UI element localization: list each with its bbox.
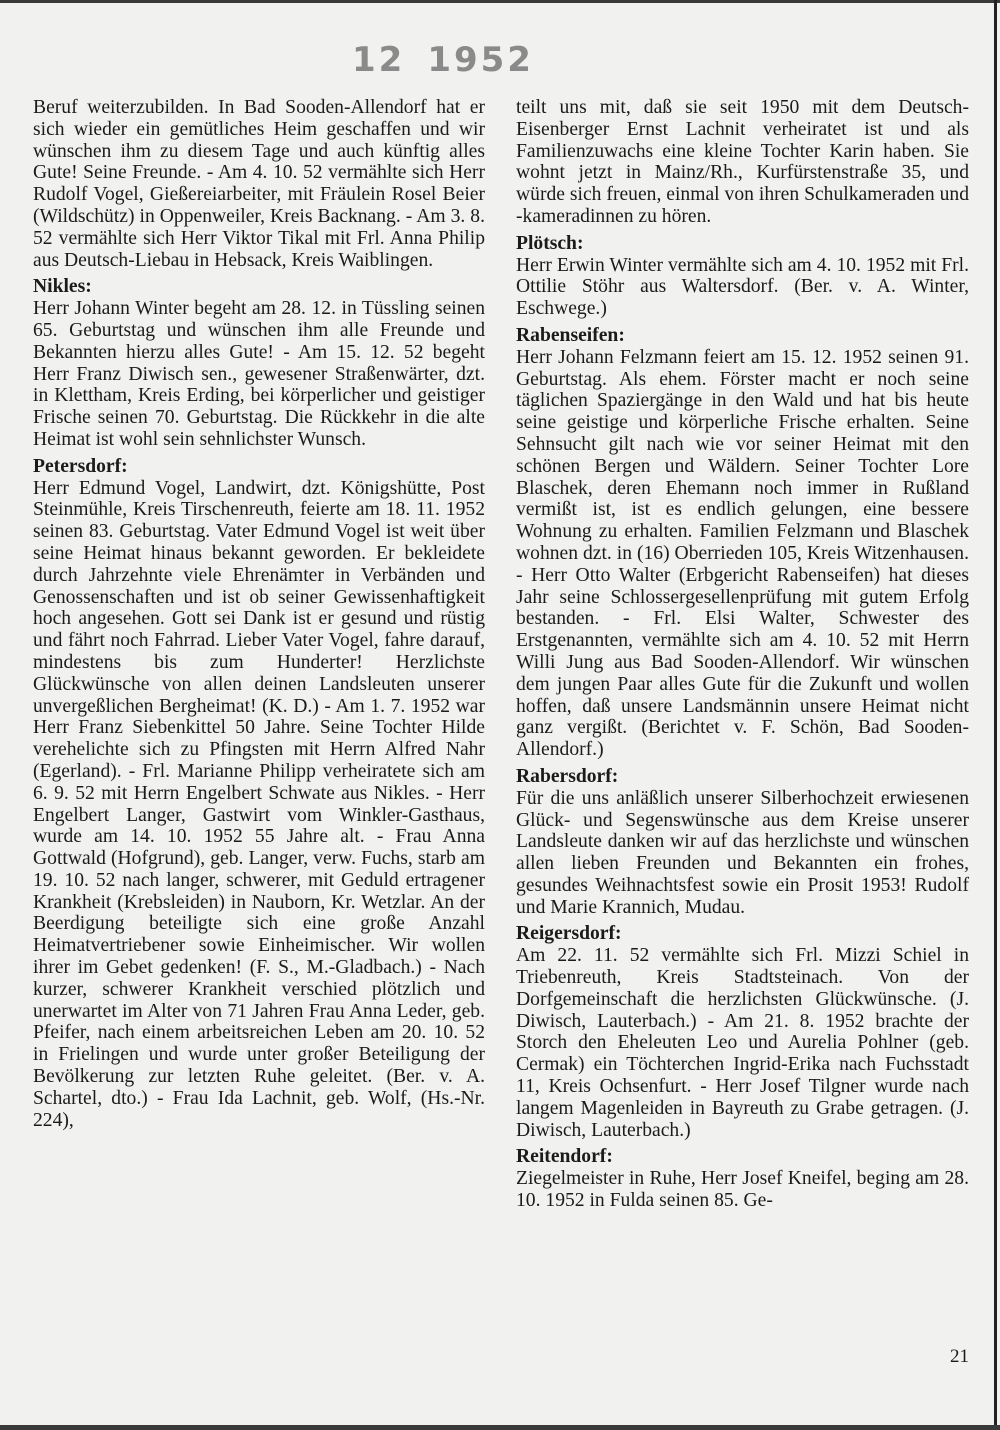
stamp-month: 12 [352, 40, 406, 80]
section-heading-rabenseifen: Rabenseifen: [516, 324, 625, 346]
stamp-year: 1952 [427, 40, 534, 80]
section-text-rabenseifen: Herr Johann Felzmann feiert am 15. 12. 1952 seinen 91. Geburtstag. Als ehem. Förster macht er noch seine täglichen Spaziergänge in den Wald und hat bis heute seine geistige und körperliche Frische erhalten. Seine Sehnsucht gilt nach wie vor seiner Heimat mit den schönen Bergen und Wäldern. Seiner Tochter Lore Blaschek, deren Ehemann noch immer in Rußland vermißt ist, ist es endlich gelungen, eine bessere Wohnung zu erhalten. Familien Felzmann und Blaschek wohnen dzt. in (16) Oberrieden 105, Kreis Witzenhausen. - Herr Otto Walter (Erbgericht Rabenseifen) hat dieses Jahr seine Schlossergesellenprüfung mit gutem Erfolg bestanden. - Frl. Elsi Walter, Schwester des Erstgenannten, vermählte sich am 4. 10. 52 mit Herrn Willi Jung aus Bad Sooden-Allendorf. Wir wünschen dem jungen Paar alles Gute für die Zukunft und wollen hoffen, daß unsere Landsmännin unsere Heimat nicht ganz vergißt. (Berichtet v. F. Schön, Bad Sooden-Allendorf.) [516, 346, 969, 761]
date-stamp [352, 40, 556, 80]
section-text-ploetsch: Herr Erwin Winter vermählte sich am 4. 10. 1952 mit Frl. Ottilie Stöhr aus Waltersdorf. (Ber. v. A. Winter, Eschwege.) [516, 254, 969, 320]
section-text-reigersdorf: Am 22. 11. 52 vermählte sich Frl. Mizzi Schiel in Triebenreuth, Kreis Stadtsteinach. Von der Dorfgemeinschaft die herzlichsten Glückwünsche. (J. Diwisch, Lauterbach.) - Am 21. 8. 1952 brachte der Storch den Eheleuten Leo und Aurelia Pohlner (geb. Cermak) ein Töchterchen Ingrid-Erika nach Fuchsstadt 11, Kreis Ochsenfurt. - Herr Josef Tilgner wurde nach langem Magenleiden in Bayreuth zu Grabe getragen. (J. Diwisch, Lauterbach.) [516, 945, 969, 1141]
section-text-rabersdorf: Für die uns anläßlich unserer Silberhochzeit erwiesenen Glück- und Segenswünsche aus dem Kreise unserer Landsleute danken wir auf das herzlichste und wünschen allen lieben Freunden und Bekannten ein frohes, gesundes Weihnachtsfest sowie ein Prosit 1953! Rudolf und Marie Krannich, Mudau. [516, 787, 969, 918]
section-heading-ploetsch: Plötsch: [516, 232, 584, 254]
section-text-nikles: Herr Johann Winter begeht am 28. 12. in Tüssling seinen 65. Geburtstag und wünschen ihm alle Freunde und Bekannten hierzu alles Gute! - Am 15. 12. 52 begeht Herr Franz Diwisch sen., gewesener Straßenwärter, dzt. in Klettham, Kreis Erding, bei körperlicher und geistiger Frische seinen 70. Geburtstag. Die Rückkehr in die alte Heimat ist wohl sein sehnlichster Wunsch. [33, 298, 485, 450]
section-heading-nikles: Nikles: [33, 276, 92, 298]
section-text-petersdorf: Herr Edmund Vogel, Landwirt, dzt. Königshütte, Post Steinmühle, Kreis Tirschenreuth, feierte am 18. 11. 1952 seinen 83. Geburtstag. Vater Edmund Vogel ist weit über seine Heimat hinaus bekannt geworden. Er bekleidete durch Jahrzehnte viele Ehrenämter in Verbänden und Genossenschaften und ist ob seiner Gewissenhaftigkeit hoch angesehen. Gott sei Dank ist er gesund und rüstig und fährt noch Fahrrad. Lieber Vater Vogel, fahre darauf, mindestens bis zum Hunderter! Herzlichste Glückwünsche von allen deinen Landsleuten unserer unvergeßlichen Bergheimat! (K. D.) - Am 1. 7. 1952 war Herr Franz Siebenkittel 50 Jahre. Seine Tochter Hilde verehelichte sich zu Pfingsten mit Herrn Alfred Nahr (Egerland). - Frl. Marianne Philipp verheiratete sich am 6. 9. 52 mit Herrn Engelbert Schwate aus Nikles. - Herr Engelbert Langer, Gastwirt vom Winkler-Gasthaus, wurde am 14. 10. 1952 55 Jahre alt. - Frau Anna Gottwald (Hofgrund), geb. Langer, verw. Fuchs, starb am 19. 10. 52 nach langer, schwerer, mit Geduld ertragener Krankheit (Krebsleiden) in Nauborn, Kr. Wetzlar. An der Beerdigung beteiligte sich eine große Anzahl Heimatvertriebener sowie Einheimischer. Wir wollen ihrer im Gebet gedenken! (F. S., M.-Gladbach.) - Nach kurzer, schwerer Krankheit verschied plötzlich und unerwartet im Alter von 71 Jahren Frau Anna Leder, geb. Pfeifer, nach einem arbeitsreichen Leben am 20. 10. 52 in Frielingen und wurde unter großer Beteiligung der Bevölkerung zur letzten Ruhe geleitet. (Ber. v. A. Schartel, dto.) - Frau Ida Lachnit, geb. Wolf, (Hs.-Nr. 224), [33, 477, 485, 1131]
section-heading-reitendorf: Reitendorf: [516, 1146, 613, 1168]
scan-top-edge [0, 0, 1000, 3]
right-column [516, 97, 969, 1217]
page-number: 21 [950, 1346, 969, 1367]
scan-bottom-edge [0, 1425, 1000, 1430]
scan-right-edge [994, 0, 997, 1430]
section-heading-rabersdorf: Rabersdorf: [516, 765, 619, 787]
left-column [33, 97, 485, 1136]
right-intro-paragraph: teilt uns mit, daß sie seit 1950 mit dem Deutsch-Eisenberger Ernst Lachnit verheiratet ist und als Familienzuwachs eine kleine Tochter Karin haben. Sie wohnt jetzt in Mainz/Rh., Kurfürstenstraße 35, und würde sich freuen, einmal von ihren Schulkameraden und -kameradinnen zu hören. [516, 97, 969, 227]
section-heading-petersdorf: Petersdorf: [33, 455, 128, 477]
section-heading-reigersdorf: Reigersdorf: [516, 923, 622, 945]
left-intro-paragraph: Beruf weiterzubilden. In Bad Sooden-Allendorf hat er sich wieder ein gemütliches Heim geschaffen und wir wünschen ihm zu diesem Tage und auch künftig alles Gute! Seine Freunde. - Am 4. 10. 52 vermählte sich Herr Rudolf Vogel, Gießereiarbeiter, mit Fräulein Rosel Beier (Wildschütz) in Oppenweiler, Kreis Backnang. - Am 3. 8. 52 vermählte sich Herr Viktor Tikal mit Frl. Anna Philip aus Deutsch-Liebau in Hebsack, Kreis Waiblingen. [33, 97, 485, 271]
section-text-reitendorf: Ziegelmeister in Ruhe, Herr Josef Kneifel, beging am 28. 10. 1952 in Fulda seinen 85. Ge- [516, 1168, 969, 1212]
